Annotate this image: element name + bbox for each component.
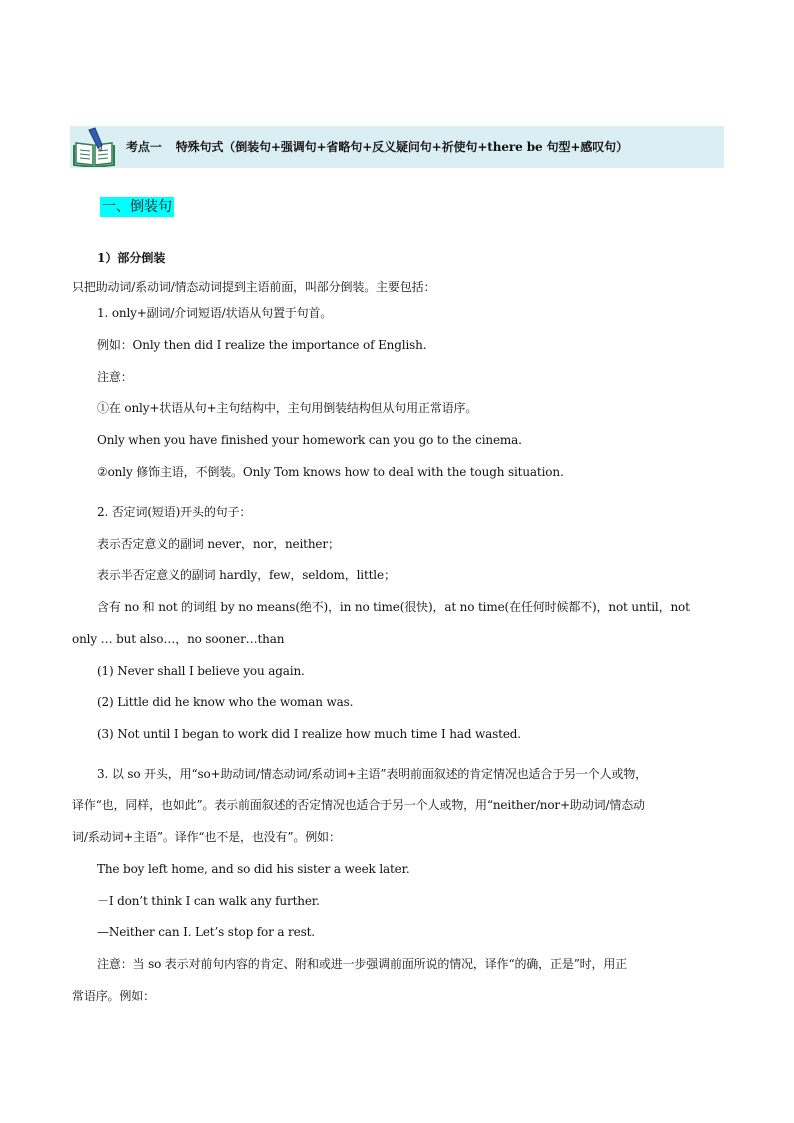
paragraph-line: 注意： bbox=[97, 370, 133, 384]
paragraph-line: —Neither can I. Let’s stop for a rest. bbox=[97, 925, 315, 939]
topic-label: 考点一 bbox=[126, 140, 162, 154]
subsection-title: 1）部分倒装 bbox=[97, 251, 166, 265]
paragraph-line: 只把助动词/系动词/情态动词提到主语前面，叫部分倒装。主要包括： bbox=[72, 280, 436, 294]
paragraph-line: 1. only+副词/介词短语/状语从句置于句首。 bbox=[97, 306, 333, 320]
paragraph-line: 表示否定意义的副词 never，nor，neither； bbox=[97, 537, 340, 551]
paragraph-line: 词/系动词+主语”。译作“也不是，也没有”。例如： bbox=[72, 830, 341, 844]
section-title: 一、倒装句 bbox=[102, 199, 172, 215]
paragraph-line: 译作“也，同样，也如此”。表示前面叙述的否定情况也适合于另一个人或物，用“neither/nor+助动词/情态动 bbox=[72, 798, 645, 812]
paragraph-line: Only when you have finished your homework can you go to the cinema. bbox=[97, 433, 522, 447]
open-book-pencil-icon bbox=[72, 127, 116, 167]
paragraph-line: 表示半否定意义的副词 hardly，few，seldom，little； bbox=[97, 568, 396, 582]
paragraph-line: 例如：Only then did I realize the importance of English. bbox=[97, 338, 427, 352]
paragraph-line: 2. 否定词(短语)开头的句子： bbox=[97, 505, 252, 519]
paragraph-line: 常语序。例如： bbox=[72, 989, 155, 1003]
paragraph-line: －I don’t think I can walk any further. bbox=[97, 894, 320, 908]
paragraph-line: ②only 修饰主语，不倒装。Only Tom knows how to deal with the tough situation. bbox=[97, 465, 564, 479]
paragraph-line: only … but also…，no sooner…than bbox=[72, 632, 285, 646]
topic-banner bbox=[70, 126, 724, 168]
paragraph-line: The boy left home, and so did his sister a week later. bbox=[97, 862, 410, 876]
topic-heading bbox=[126, 138, 628, 155]
paragraph-line: (2) Little did he know who the woman was. bbox=[97, 695, 354, 709]
paragraph-line: (3) Not until I began to work did I realize how much time I had wasted. bbox=[97, 727, 521, 741]
paragraph-line: 含有 no 和 not 的词组 by no means(绝不)，in no time(很快)，at no time(在任何时候都不)，not until，not bbox=[97, 600, 690, 614]
paragraph-line: (1) Never shall I believe you again. bbox=[97, 664, 305, 678]
paragraph-line: 注意：当 so 表示对前句内容的肯定、附和或进一步强调前面所说的情况，译作“的确，正是”时，用正 bbox=[97, 957, 628, 971]
paragraph-line: 3. 以 so 开头，用“so+助动词/情态动词/系动词+主语”表明前面叙述的肯定情况也适合于另一个人或物， bbox=[97, 767, 648, 781]
paragraph-line: ①在 only+状语从句+主句结构中，主句用倒装结构但从句用正常语序。 bbox=[97, 401, 478, 415]
topic-title: 特殊句式（倒装句+强调句+省略句+反义疑问句+祈使句+there be 句型+感叹句） bbox=[175, 140, 628, 154]
